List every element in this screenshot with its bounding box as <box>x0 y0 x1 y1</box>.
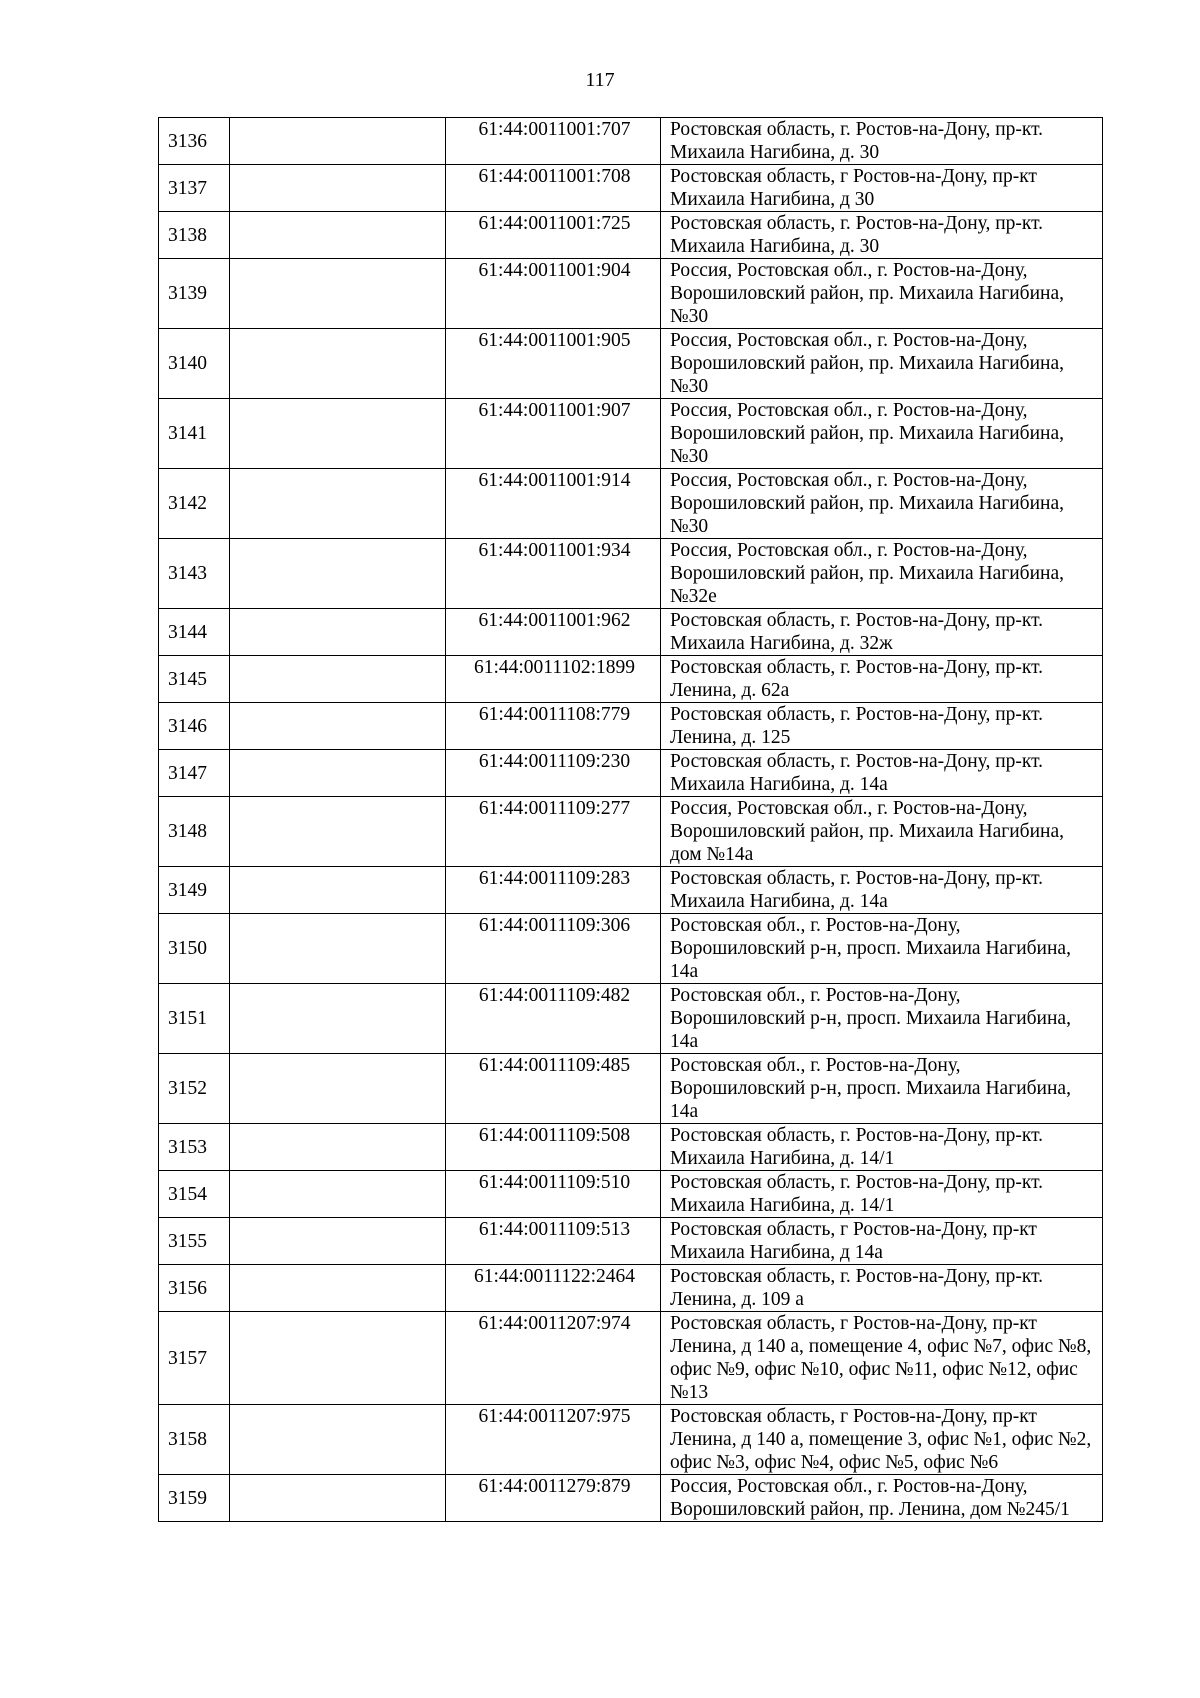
empty-cell <box>230 1475 446 1522</box>
row-number-cell: 3154 <box>159 1171 230 1218</box>
registry-table <box>158 117 1103 1522</box>
table-row <box>159 329 1103 399</box>
table-row <box>159 609 1103 656</box>
cadastral-number-cell: 61:44:0011001:708 <box>446 165 661 212</box>
address-cell: Ростовская обл., г. Ростов-на-Дону, Ворошиловский р-н, просп. Михаила Нагибина, 14а <box>661 914 1103 984</box>
row-number-cell: 3144 <box>159 609 230 656</box>
row-number-cell: 3143 <box>159 539 230 609</box>
address-cell: Россия, Ростовская обл., г. Ростов-на-Дону, Ворошиловский район, пр. Михаила Нагибина, №32е <box>661 539 1103 609</box>
row-number-cell: 3145 <box>159 656 230 703</box>
address-cell: Ростовская область, г. Ростов-на-Дону, пр-кт. Ленина, д. 109 а <box>661 1265 1103 1312</box>
cadastral-number-cell: 61:44:0011109:508 <box>446 1124 661 1171</box>
empty-cell <box>230 984 446 1054</box>
cadastral-number-cell: 61:44:0011109:510 <box>446 1171 661 1218</box>
address-cell: Ростовская область, г. Ростов-на-Дону, пр-кт. Ленина, д. 125 <box>661 703 1103 750</box>
cadastral-number-cell: 61:44:0011001:907 <box>446 399 661 469</box>
row-number-cell: 3141 <box>159 399 230 469</box>
address-cell: Россия, Ростовская обл., г. Ростов-на-Дону, Ворошиловский район, пр. Михаила Нагибина, №30 <box>661 329 1103 399</box>
cadastral-number-cell: 61:44:0011109:306 <box>446 914 661 984</box>
cadastral-number-cell: 61:44:0011108:779 <box>446 703 661 750</box>
row-number-cell: 3148 <box>159 797 230 867</box>
row-number-cell: 3146 <box>159 703 230 750</box>
cadastral-number-cell: 61:44:0011207:974 <box>446 1312 661 1405</box>
empty-cell <box>230 259 446 329</box>
address-cell: Ростовская область, г. Ростов-на-Дону, пр-кт. Михаила Нагибина, д. 14а <box>661 750 1103 797</box>
empty-cell <box>230 399 446 469</box>
row-number-cell: 3140 <box>159 329 230 399</box>
registry-table-body <box>159 118 1103 1522</box>
empty-cell <box>230 867 446 914</box>
cadastral-number-cell: 61:44:0011001:914 <box>446 469 661 539</box>
address-cell: Ростовская обл., г. Ростов-на-Дону, Ворошиловский р-н, просп. Михаила Нагибина, 14а <box>661 1054 1103 1124</box>
empty-cell <box>230 1218 446 1265</box>
cadastral-number-cell: 61:44:0011102:1899 <box>446 656 661 703</box>
address-cell: Ростовская область, г Ростов-на-Дону, пр-кт Ленина, д 140 а, помещение 3, офис №1, офис №2, офис №3, офис №4, офис №5, офис №6 <box>661 1405 1103 1475</box>
address-cell: Россия, Ростовская обл., г. Ростов-на-Дону, Ворошиловский район, пр. Михаила Нагибина, №30 <box>661 259 1103 329</box>
table-row <box>159 399 1103 469</box>
table-row <box>159 165 1103 212</box>
cadastral-number-cell: 61:44:0011109:482 <box>446 984 661 1054</box>
row-number-cell: 3137 <box>159 165 230 212</box>
table-row <box>159 1405 1103 1475</box>
empty-cell <box>230 1405 446 1475</box>
address-cell: Ростовская область, г Ростов-на-Дону, пр-кт Ленина, д 140 а, помещение 4, офис №7, офис №8, офис №9, офис №10, офис №11, офис №12, офис №13 <box>661 1312 1103 1405</box>
address-cell: Ростовская область, г. Ростов-на-Дону, пр-кт. Ленина, д. 62а <box>661 656 1103 703</box>
address-cell: Россия, Ростовская обл., г. Ростов-на-Дону, Ворошиловский район, пр. Михаила Нагибина, дом №14а <box>661 797 1103 867</box>
address-cell: Ростовская область, г Ростов-на-Дону, пр-кт Михаила Нагибина, д 30 <box>661 165 1103 212</box>
address-cell: Ростовская область, г. Ростов-на-Дону, пр-кт. Михаила Нагибина, д. 30 <box>661 212 1103 259</box>
cadastral-number-cell: 61:44:0011109:230 <box>446 750 661 797</box>
row-number-cell: 3138 <box>159 212 230 259</box>
address-cell: Ростовская область, г. Ростов-на-Дону, пр-кт. Михаила Нагибина, д. 30 <box>661 118 1103 165</box>
cadastral-number-cell: 61:44:0011109:513 <box>446 1218 661 1265</box>
cadastral-number-cell: 61:44:0011109:277 <box>446 797 661 867</box>
table-row <box>159 984 1103 1054</box>
empty-cell <box>230 329 446 399</box>
table-row <box>159 914 1103 984</box>
empty-cell <box>230 118 446 165</box>
table-row <box>159 1171 1103 1218</box>
empty-cell <box>230 539 446 609</box>
row-number-cell: 3147 <box>159 750 230 797</box>
cadastral-number-cell: 61:44:0011001:934 <box>446 539 661 609</box>
table-row <box>159 797 1103 867</box>
cadastral-number-cell: 61:44:0011109:283 <box>446 867 661 914</box>
page-number: 117 <box>585 69 615 91</box>
row-number-cell: 3136 <box>159 118 230 165</box>
row-number-cell: 3149 <box>159 867 230 914</box>
address-cell: Россия, Ростовская обл., г. Ростов-на-Дону, Ворошиловский район, пр. Михаила Нагибина, №30 <box>661 469 1103 539</box>
row-number-cell: 3157 <box>159 1312 230 1405</box>
cadastral-number-cell: 61:44:0011001:725 <box>446 212 661 259</box>
table-row <box>159 1054 1103 1124</box>
cadastral-number-cell: 61:44:0011001:707 <box>446 118 661 165</box>
table-row <box>159 1218 1103 1265</box>
table-row <box>159 1265 1103 1312</box>
table-row <box>159 1124 1103 1171</box>
empty-cell <box>230 797 446 867</box>
table-row <box>159 539 1103 609</box>
address-cell: Россия, Ростовская обл., г. Ростов-на-Дону, Ворошиловский район, пр. Ленина, дом №245/1 <box>661 1475 1103 1522</box>
table-row <box>159 259 1103 329</box>
address-cell: Ростовская область, г Ростов-на-Дону, пр-кт Михаила Нагибина, д 14а <box>661 1218 1103 1265</box>
empty-cell <box>230 609 446 656</box>
cadastral-number-cell: 61:44:0011001:962 <box>446 609 661 656</box>
empty-cell <box>230 165 446 212</box>
empty-cell <box>230 750 446 797</box>
empty-cell <box>230 1124 446 1171</box>
empty-cell <box>230 1054 446 1124</box>
address-cell: Россия, Ростовская обл., г. Ростов-на-Дону, Ворошиловский район, пр. Михаила Нагибина, №30 <box>661 399 1103 469</box>
cadastral-number-cell: 61:44:0011207:975 <box>446 1405 661 1475</box>
table-row <box>159 1312 1103 1405</box>
address-cell: Ростовская обл., г. Ростов-на-Дону, Ворошиловский р-н, просп. Михаила Нагибина, 14а <box>661 984 1103 1054</box>
row-number-cell: 3139 <box>159 259 230 329</box>
empty-cell <box>230 914 446 984</box>
row-number-cell: 3152 <box>159 1054 230 1124</box>
cadastral-number-cell: 61:44:0011109:485 <box>446 1054 661 1124</box>
cadastral-number-cell: 61:44:0011122:2464 <box>446 1265 661 1312</box>
empty-cell <box>230 1312 446 1405</box>
row-number-cell: 3151 <box>159 984 230 1054</box>
table-row <box>159 656 1103 703</box>
cadastral-number-cell: 61:44:0011001:905 <box>446 329 661 399</box>
row-number-cell: 3150 <box>159 914 230 984</box>
cadastral-number-cell: 61:44:0011001:904 <box>446 259 661 329</box>
empty-cell <box>230 469 446 539</box>
address-cell: Ростовская область, г. Ростов-на-Дону, пр-кт. Михаила Нагибина, д. 14/1 <box>661 1124 1103 1171</box>
table-row <box>159 118 1103 165</box>
row-number-cell: 3159 <box>159 1475 230 1522</box>
table-row <box>159 867 1103 914</box>
row-number-cell: 3155 <box>159 1218 230 1265</box>
row-number-cell: 3142 <box>159 469 230 539</box>
row-number-cell: 3156 <box>159 1265 230 1312</box>
table-row <box>159 1475 1103 1522</box>
empty-cell <box>230 1265 446 1312</box>
empty-cell <box>230 1171 446 1218</box>
empty-cell <box>230 656 446 703</box>
empty-cell <box>230 212 446 259</box>
cadastral-number-cell: 61:44:0011279:879 <box>446 1475 661 1522</box>
row-number-cell: 3158 <box>159 1405 230 1475</box>
empty-cell <box>230 703 446 750</box>
row-number-cell: 3153 <box>159 1124 230 1171</box>
address-cell: Ростовская область, г. Ростов-на-Дону, пр-кт. Михаила Нагибина, д. 14а <box>661 867 1103 914</box>
table-row <box>159 212 1103 259</box>
address-cell: Ростовская область, г. Ростов-на-Дону, пр-кт. Михаила Нагибина, д. 14/1 <box>661 1171 1103 1218</box>
address-cell: Ростовская область, г. Ростов-на-Дону, пр-кт. Михаила Нагибина, д. 32ж <box>661 609 1103 656</box>
table-row <box>159 703 1103 750</box>
table-row <box>159 750 1103 797</box>
table-row <box>159 469 1103 539</box>
